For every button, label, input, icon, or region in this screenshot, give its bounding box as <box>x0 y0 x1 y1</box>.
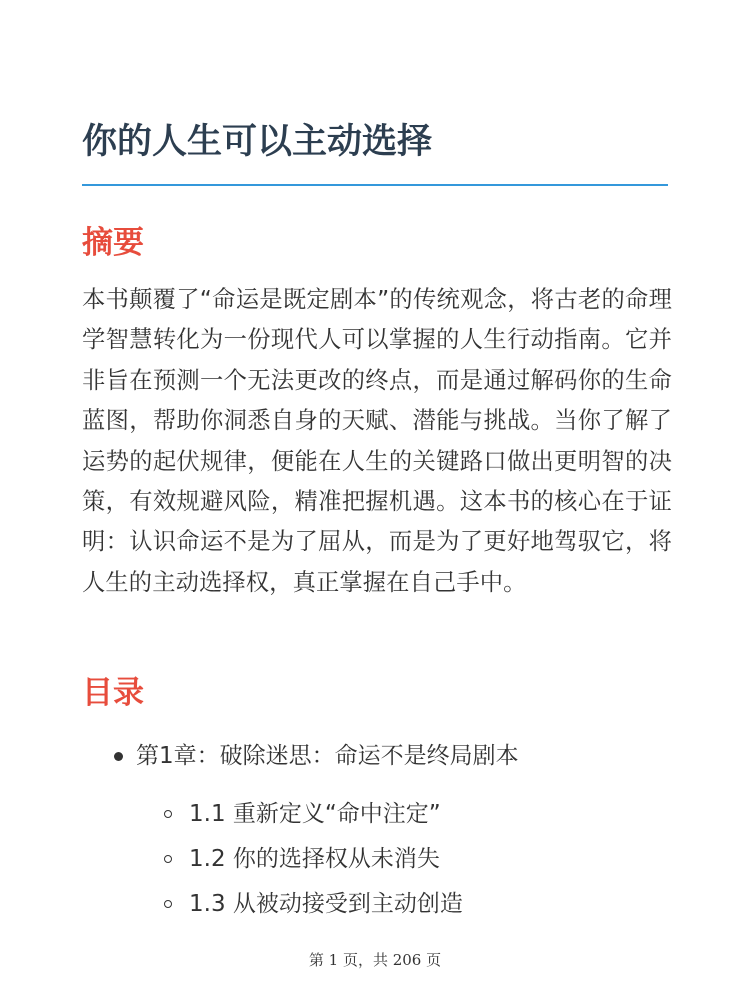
abstract-heading: 摘要 <box>82 225 144 261</box>
toc-section-1-1: 1.1 重新定义“命中注定” <box>189 801 441 827</box>
toc-section-1-2: 1.2 你的选择权从未消失 <box>189 846 440 872</box>
bullet-circle-icon <box>164 855 172 863</box>
toc-heading: 目录 <box>82 675 144 711</box>
page-number-footer: 第 1 页，共 206 页 <box>308 951 442 969</box>
bullet-circle-icon <box>164 810 172 818</box>
bullet-disc-icon <box>114 752 123 761</box>
title-divider <box>82 184 668 186</box>
page-title: 你的人生可以主动选择 <box>82 122 433 162</box>
bullet-circle-icon <box>164 900 172 908</box>
toc-chapter-1: 第1章：破除迷思：命运不是终局剧本 <box>136 743 519 769</box>
abstract-paragraph: 本书颠覆了“命运是既定剧本”的传统观念，将古老的命理学智慧转化为一份现代人可以掌握的人生行动指南。它并非旨在预测一个无法更改的终点，而是通过解码你的生命蓝图，帮助你洞悉自身的天赋、潜能与挑战。当你了解了运势的起伏规律，便能在人生的关键路口做出更明智的决策，有效规避风险，精准把握机遇。这本书的核心在于证明：认识命运不是为了屈从，而是为了更好地驾驭它，将人生的主动选择权，真正掌握在自己手中。 <box>82 286 672 596</box>
toc-section-1-3: 1.3 从被动接受到主动创造 <box>189 891 463 917</box>
